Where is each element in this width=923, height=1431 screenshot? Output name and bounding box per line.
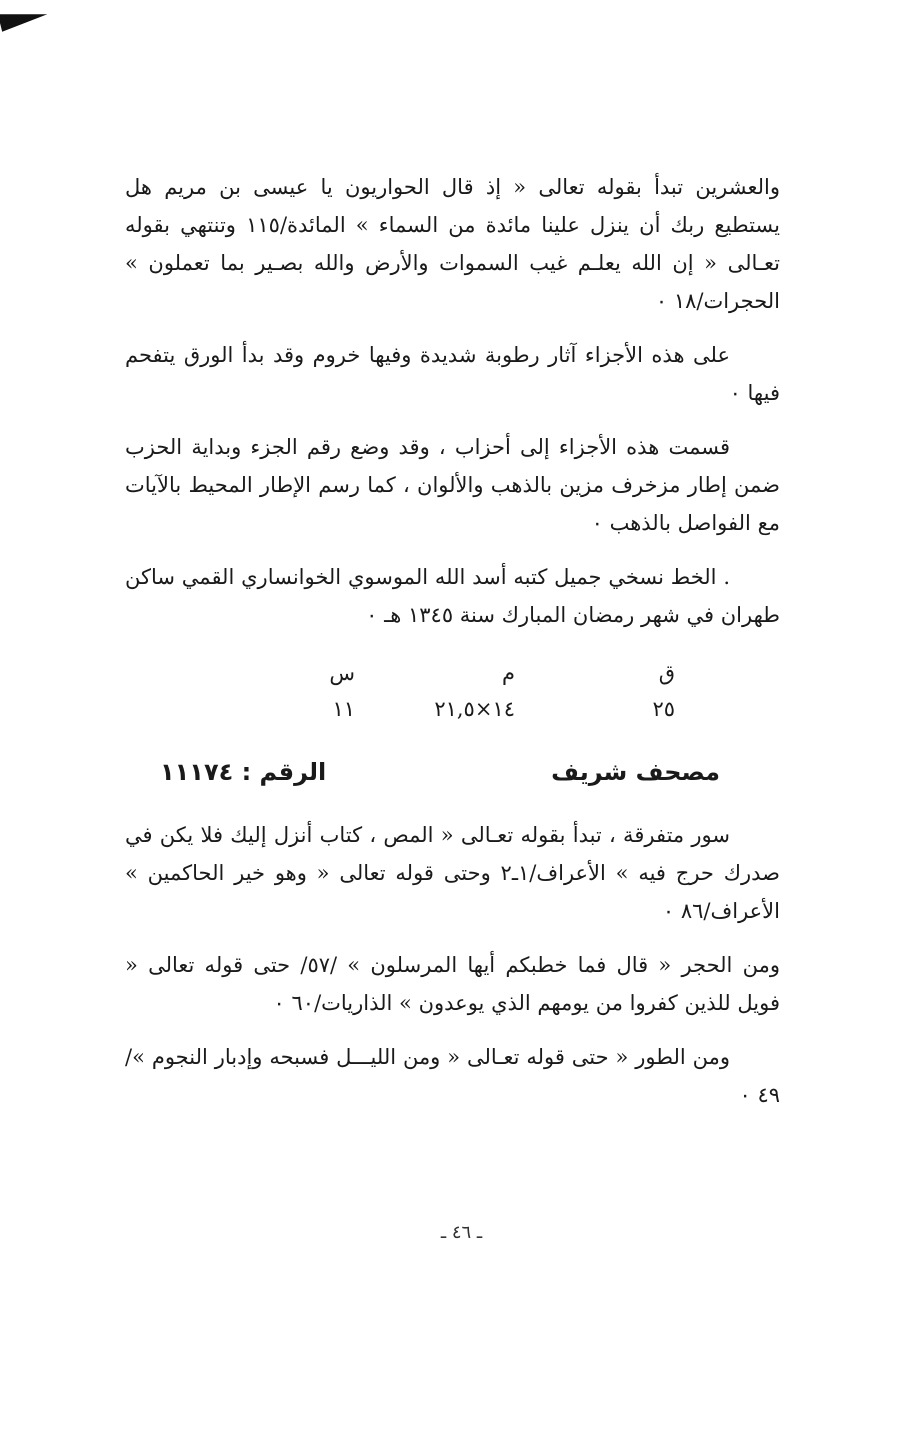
measurement-header-pages: ق	[658, 661, 675, 685]
record-title: مصحف شريف	[551, 758, 720, 786]
record-header	[125, 752, 780, 792]
paragraph-scattered-surahs: سور متفرقة ، تبدأ بقوله تعـالى « المص ، كتاب أنزل إليك فلا يكن في صدرك حرج فيه » الأعراف/١ـ٢ وحتى قوله تعالى « وهو خير الحاكمين » الأعراف/٨٦ ٠	[125, 823, 781, 923]
measurement-value-lines: ١١	[332, 697, 355, 721]
measurement-header-lines: س	[329, 661, 355, 685]
corner-mark	[0, 3, 49, 32]
measurement-values	[235, 692, 780, 726]
paragraph-tur: ومن الطور « حتى قوله تعـالى « ومن الليـــل فسبحه وإدبار النجوم »/٤٩ ٠	[125, 1045, 780, 1107]
measurement-header-size: م	[501, 661, 515, 685]
paragraph-hijr: ومن الحجر « قال فما خطبكم أيها المرسلون » /٥٧/ حتى قوله تعالى « فويل للذين كفروا من يومهم الذي يوعدون » الذاريات/٦٠ ٠	[125, 953, 780, 1015]
paragraph-divisions: قسمت هذه الأجزاء إلى أحزاب ، وقد وضع رقم الجزء وبداية الحزب ضمن إطار مزخرف مزين بالذهب والألوان ، كما رسم الإطار المحيط بالآيات مع الفواصل بالذهب ٠	[125, 435, 780, 535]
measurement-value-size: ١٤×٢١,٥	[434, 697, 515, 721]
paragraph-condition: على هذه الأجزاء آثار رطوبة شديدة وفيها خروم وقد بدأ الورق يتفحم فيها ٠	[125, 343, 780, 405]
page-body	[125, 168, 780, 1130]
measurement-value-pages: ٢٥	[652, 697, 675, 721]
record-number: الرقم : ١١١٧٤	[160, 758, 327, 786]
page-number: ـ ٤٦ ـ	[440, 1222, 483, 1243]
paragraph-verse-range: والعشرين تبدأ بقوله تعالى « إذ قال الحواريون يا عيسى بن مريم هل يستطيع ربك أن ينزل علينا مائدة من السماء » المائدة/١١٥ وتنتهي بقوله تعـالى « إن الله يعلـم غيب السموات والأرض والله بصـير بما تعملون » الحجرات/١٨ ٠	[125, 175, 781, 313]
measurement-headers	[235, 656, 780, 690]
paragraph-calligraphy: . الخط نسخي جميل كتبه أسد الله الموسوي الخوانساري القمي ساكن طهران في شهر رمضان المبارك سنة ١٣٤٥ هـ ٠	[125, 565, 780, 627]
